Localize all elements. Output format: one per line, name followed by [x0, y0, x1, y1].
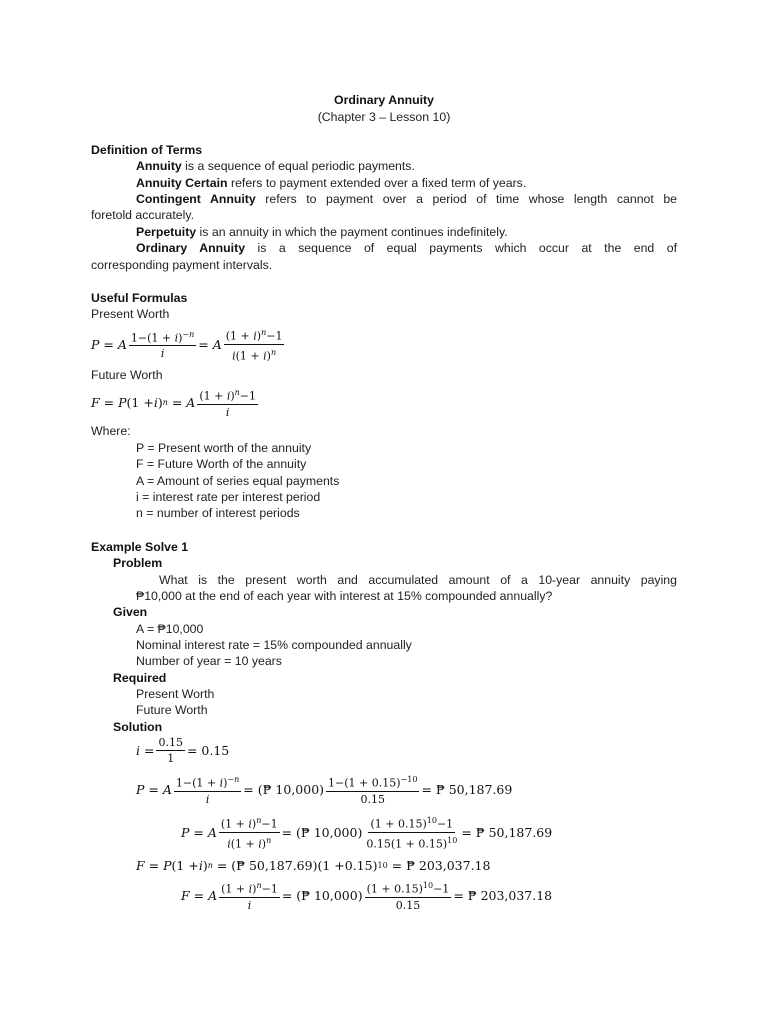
payment-value: ₱ 10,000: [301, 887, 358, 903]
example-heading: Example Solve 1: [91, 540, 189, 554]
solution-label: Solution: [113, 720, 163, 734]
solution-present-worth-1: P = A $\frac{1-(1 + i)^{-n}}{i}$ = ( ₱ 10,000 ) $\frac{1-(1 + 0.15)^{-10}}{0.15}$ = ₱ 50,187.69: [136, 775, 513, 806]
page-subtitle: (Chapter 3 – Lesson 10): [317, 110, 451, 124]
given-item: Nominal interest rate = 15% compounded annually: [136, 638, 412, 652]
solution-rate-equation: i = $\frac{0.15}{1}$ = 0.15: [136, 736, 230, 765]
definition-contingent-annuity-cont: foretold accurately.: [91, 208, 194, 222]
page-title: Ordinary Annuity: [334, 93, 434, 107]
rate-value: 0.15: [366, 837, 391, 851]
rate-value: 0.15: [371, 776, 397, 790]
problem-label: Problem: [113, 556, 163, 570]
required-item: Present Worth: [136, 687, 215, 701]
required-label: Required: [113, 671, 167, 685]
rate-value: 0.15: [360, 792, 385, 806]
present-worth-result: ₱ 50,187.69: [236, 858, 313, 873]
rate-denominator: 1: [167, 752, 175, 765]
rate-value: 0.15: [418, 837, 443, 851]
solution-future-worth-2: F = A $\frac{(1 + i)^n-1}{i}$ = ( ₱ 10,000 ) $\frac{(1 + 0.15)^{10}-1}{0.15}$ = ₱ 203,037.18: [181, 881, 553, 912]
definition-text: is an annuity in which the payment continues indefinitely.: [196, 225, 508, 239]
present-worth-result: ₱ 50,187.69: [475, 824, 553, 840]
rate-value: 0.15: [394, 882, 419, 896]
periods-value: 10: [447, 835, 458, 845]
payment-value: ₱ 10,000: [300, 824, 358, 840]
present-worth-formula: P = A $\frac{1-(1 + i)^{-n}}{i}$ = A $\frac{(1 + i)^n-1}{i(1 + i)^n}$: [91, 328, 283, 363]
term-ordinary-annuity: Ordinary Annuity: [136, 241, 246, 255]
definition-annuity-certain: [136, 175, 526, 191]
formulas-heading: Useful Formulas: [91, 291, 188, 305]
periods-value: 10: [407, 775, 418, 784]
definition-ordinary-annuity-cont: corresponding payment intervals.: [91, 258, 273, 272]
where-item: i = interest rate per interest period: [136, 490, 321, 504]
required-item: Future Worth: [136, 703, 208, 717]
term-contingent-annuity: Contingent Annuity: [136, 192, 256, 206]
rate-result: 0.15: [201, 743, 230, 758]
definition-annuity: [136, 158, 415, 174]
periods-value: 10: [422, 881, 434, 890]
term-annuity: Annuity: [136, 159, 182, 173]
problem-text-line2: ₱10,000 at the end of each year with interest at 15% compounded annually?: [136, 589, 553, 603]
where-item: n = number of interest periods: [136, 506, 300, 520]
solution-future-worth-1: F = P (1 + i ) n = ( ₱ 50,187.69 )(1 + 0.15 ) 10 = ₱ 203,037.18: [136, 858, 491, 873]
term-perpetuity: Perpetuity: [136, 225, 197, 239]
future-worth-label: Future Worth: [91, 368, 163, 382]
where-item: P = Present worth of the annuity: [136, 441, 312, 455]
term-annuity-certain: Annuity Certain: [136, 176, 228, 190]
present-worth-label: Present Worth: [91, 307, 170, 321]
rate-value: 0.15: [397, 817, 423, 831]
definition-text: refers to payment over a period of time whose length cannot be: [255, 192, 678, 206]
given-label: Given: [113, 605, 148, 619]
periods-value: 10: [426, 816, 437, 825]
definitions-heading: Definition of Terms: [91, 143, 203, 157]
rate-value: 0.15: [344, 858, 373, 873]
given-item: A = ₱10,000: [136, 622, 204, 636]
payment-value: ₱ 10,000: [262, 781, 320, 797]
periods-value: 10: [377, 861, 388, 870]
rate-numerator: 0.15: [158, 736, 183, 749]
future-worth-result: ₱ 203,037.18: [467, 887, 553, 903]
future-worth-formula: F = P (1 + i ) n = A $\frac{(1 + i)^n-1}{i}$: [91, 388, 257, 419]
definition-contingent-annuity: [136, 191, 677, 207]
solution-present-worth-2: P = A $\frac{(1 + i)^n-1}{i(1 + i)^n}$ = ( ₱ 10,000 ) $\frac{(1 + 0.15)^{10}-1}{0.15(1 + 0.15)^{10}}$ = ₱ 50,187.69: [181, 816, 553, 851]
future-worth-result: ₱ 203,037.18: [406, 858, 491, 873]
definition-text: is a sequence of equal periodic payments.: [181, 159, 415, 173]
definition-text: refers to payment extended over a fixed term of years.: [227, 176, 527, 190]
where-item: A = Amount of series equal payments: [136, 474, 340, 488]
problem-text-line1: What is the present worth and accumulated amount of a 10-year annuity paying: [159, 573, 677, 587]
definition-text: is a sequence of equal payments which occur at the end of: [245, 241, 677, 255]
where-label: Where:: [91, 424, 131, 438]
definition-perpetuity: [136, 224, 508, 240]
given-item: Number of year = 10 years: [136, 654, 282, 668]
where-item: F = Future Worth of the annuity: [136, 457, 307, 471]
rate-value: 0.15: [395, 898, 421, 912]
definition-ordinary-annuity: [136, 240, 677, 256]
present-worth-result: ₱ 50,187.69: [435, 781, 513, 797]
